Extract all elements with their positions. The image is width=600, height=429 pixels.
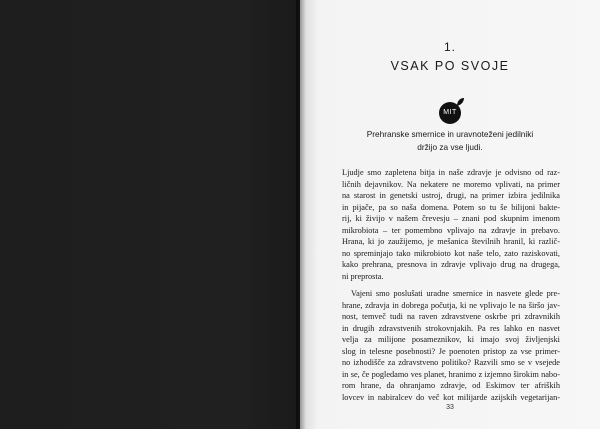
page-number: 33 [446, 404, 454, 411]
text-line: Vajeni smo poslušati uradne smernice in nasvete glede pre- [351, 289, 560, 298]
text-line: mikrobiota – ter pomembno vplivajo na zdravje in prebavo. [342, 225, 560, 235]
text-line: in se, če pogledamo ves planet, hranimo z izjemno širokim nabo- [342, 369, 560, 379]
text-line: kako prehrana, presnova in zdravje vplivajo drug na drugega, [342, 260, 560, 269]
chapter-title: VSAK PO SVOJE [390, 59, 510, 73]
text-line: Hrana, ki jo zaužijemo, je mešanica številnih hranil, ki različ- [342, 237, 560, 246]
myth-line: držijo za vse ljudi. [417, 141, 483, 152]
text-line: slog in telesne posebnosti? Je poenoten pristop za vse primer- [342, 346, 560, 356]
text-line: no spreminjajo tako mikrobioto kot naše telo, zato raziskovati, [342, 248, 560, 258]
text-line: lovcev in nabiralcev do več kot milijarde azijskih vegetarijan- [342, 392, 560, 402]
text-line: Ljudje smo zapletena bitja in naše zdravje je odvisno od raz- [342, 168, 560, 177]
text-line: nost, temveč tudi na raven zdravstvene oskrbe pri zdravnikih [342, 312, 560, 321]
myth-statement [330, 128, 570, 153]
body-text [342, 167, 560, 403]
text-line: ni preprosta. [342, 271, 384, 281]
text-line: hrane, zdravja in dobrega počutja, ki ne vplivajo le na širšo jav- [342, 300, 560, 310]
paragraph-2 [342, 288, 560, 403]
myth-line: Prehranske smernice in uravnoteženi jedilniki [366, 129, 534, 139]
text-line: no izhodišče za zdravstveno politiko? Razvili smo se v vsejede [342, 358, 560, 367]
paragraph-1 [342, 167, 560, 282]
text-line: in drugih zdravstvenih strokovnjakih. Pa res lahko en nasvet [342, 323, 560, 333]
text-line: velja za milijone posameznikov, ki imajo svoj življenjski [342, 335, 560, 344]
text-line: ličnih dejavnikov. Na nekatere ne moremo vplivati, na primer [342, 179, 560, 189]
text-line: na starost in genetski ustroj, drugi, na primer izbira jedilnika [342, 191, 560, 200]
myth-badge: MIT [439, 102, 461, 124]
text-line: rom hrane, da ohranjamo zdravje, od Eskimov ter afriških [342, 381, 560, 390]
book-gutter-shadow [296, 0, 306, 429]
right-page [300, 0, 600, 429]
text-line: rij, ki živijo v našem črevesju – znani pod skupnim imenom [342, 214, 560, 223]
chapter-number: 1. [443, 40, 456, 54]
text-line: in pijače, pa so naša domena. Potem so tu še bilijoni bakte- [342, 202, 560, 212]
